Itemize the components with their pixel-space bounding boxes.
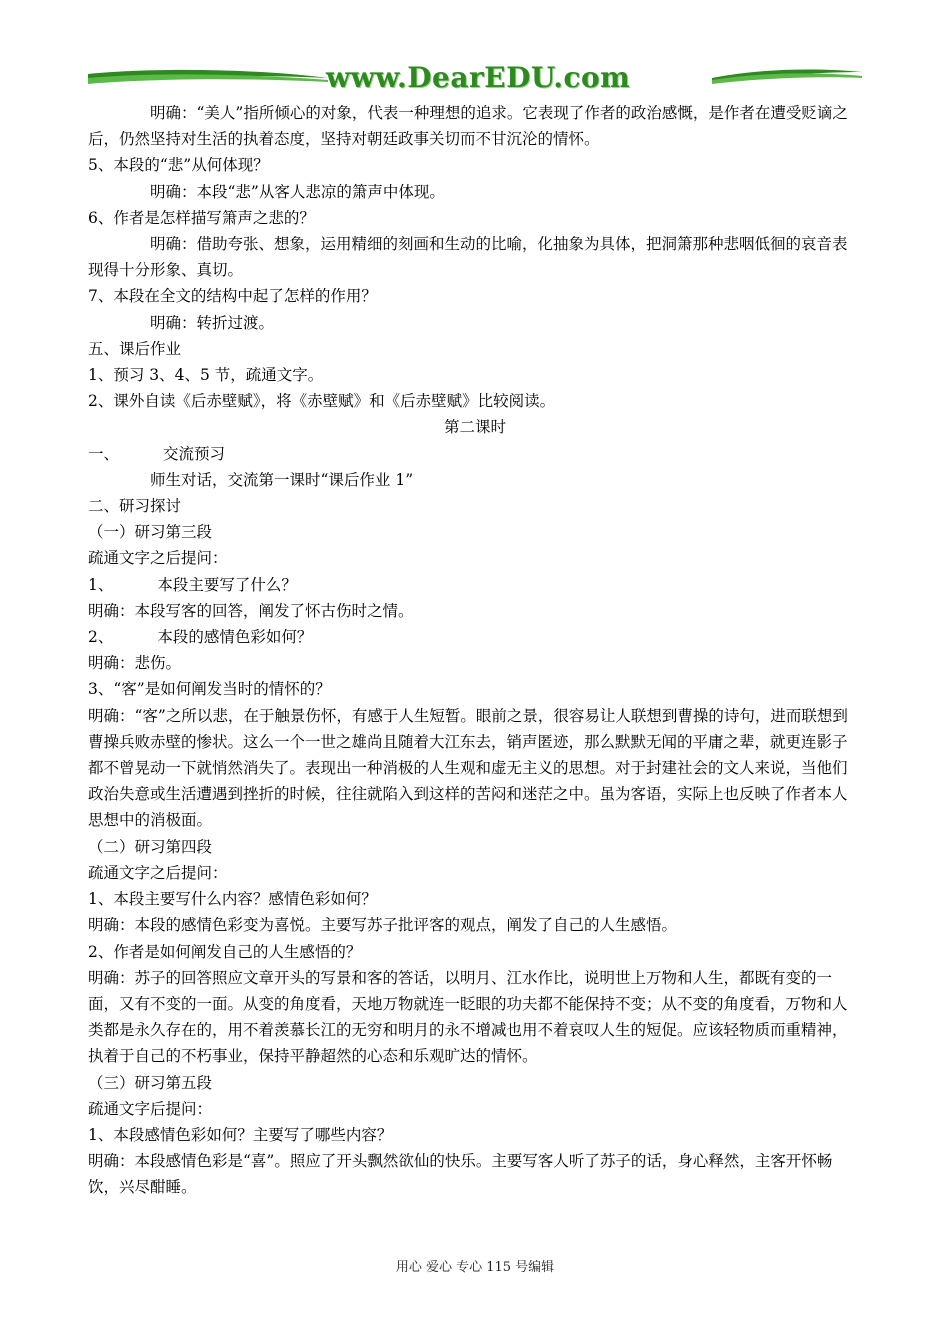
question: 1、本段主要写什么内容？感情色彩如何？ — [88, 890, 377, 909]
paragraph: 疏通文字之后提问： — [88, 863, 228, 882]
page-footer: 用心 爱心 专心 115 号编辑 — [395, 1260, 555, 1275]
paragraph: 明确：转折过渡。 — [150, 313, 275, 332]
question: 3、“客”是如何阐发当时的情怀的？ — [88, 680, 331, 699]
heading-text: 交流预习 — [163, 444, 226, 463]
section-heading: 五、课后作业 — [88, 339, 182, 358]
paragraph: 1、预习 3、4、5 节，疏通文字。 — [88, 366, 324, 385]
paragraph: 5、本段的“悲”从何体现？ — [88, 156, 269, 175]
site-header — [88, 60, 862, 96]
question: 2、作者是如何阐发自己的人生感悟的？ — [88, 942, 362, 961]
question-text: 本段的感情色彩如何？ — [157, 628, 313, 647]
question: 1、本段感情色彩如何？主要写了哪些内容？ — [88, 1125, 393, 1144]
paragraph: 疏通文字之后提问： — [88, 549, 228, 568]
list-marker: 2、 — [88, 628, 114, 647]
paragraph: 明确：本段“悲”从客人悲凉的箫声中体现。 — [150, 182, 445, 201]
subsection-heading: （一）研习第三段 — [88, 523, 213, 542]
section-heading: 二、研习探讨 — [88, 497, 182, 516]
paragraph: 明确：“美人”指所倾心的对象，代表一种理想的追求。它表现了作者的政治感慨，是作者在遭受贬谪之后，仍然坚持对生活的执着态度，坚持对朝廷政事关切而不甘沉沦的情怀。 — [88, 104, 848, 149]
list-marker: 1、 — [88, 575, 114, 594]
subsection-heading: （三）研习第五段 — [88, 1073, 213, 1092]
paragraph: 明确：悲伤。 — [88, 654, 182, 673]
document-body — [88, 100, 862, 1201]
question — [88, 572, 862, 598]
lesson-title: 第二课时 — [443, 418, 506, 437]
left-swoosh-decoration — [88, 66, 328, 88]
question-text: 本段主要写了什么？ — [157, 575, 297, 594]
site-logo[interactable]: www.DearEDU.com — [326, 61, 631, 94]
paragraph: 明确：“客”之所以悲，在于触景伤怀，有感于人生短暂。眼前之景，很容易让人联想到曹操的诗句，进而联想到曹操兵败赤壁的惨状。这么一个一世之雄尚且随着大江东去，销声匿迹，那么默默无闻的平庸之辈，就更连影子都不曾晃动一下就悄然消失了。表现出一种消极的人生观和虚无主义的思想。对于封建社会的文人来说，当他们政治失意或生活遭遇到挫折的时候，往往就陷入到这样的苦闷和迷茫之中。虽为客语，实际上也反映了作者本人思想中的消极面。 — [88, 706, 848, 830]
paragraph: 疏通文字后提问： — [88, 1099, 213, 1118]
paragraph: 明确：苏子的回答照应文章开头的写景和客的答话，以明月、江水作比，说明世上万物和人生，都既有变的一面，又有不变的一面。从变的角度看，天地万物就连一眨眼的功夫都不能保持不变；从不变的角度看，万物和人类都是永久存在的，用不着羡慕长江的无穷和明月的永不增减也用不着哀叹人生的短促。应该轻物质而重精神，执着于自己的不朽事业，保持平静超然的心态和乐观旷达的情怀。 — [88, 968, 848, 1066]
right-swoosh-decoration — [712, 66, 862, 88]
paragraph: 师生对话，交流第一课时“课后作业 1” — [150, 470, 414, 489]
paragraph: 明确：借助夸张、想象，运用精细的刻画和生动的比喻，化抽象为具体，把洞箫那种悲咽低徊的哀音表现得十分形象、真切。 — [88, 235, 848, 280]
paragraph: 明确：本段感情色彩是“喜”。照应了开头飘然欲仙的快乐。主要写客人听了苏子的话，身心释然，主客开怀畅饮，兴尽酣睡。 — [88, 1152, 833, 1197]
paragraph: 6、作者是怎样描写箫声之悲的？ — [88, 208, 315, 227]
paragraph: 明确：本段的感情色彩变为喜悦。主要写苏子批评客的观点，阐发了自己的人生感悟。 — [88, 916, 678, 935]
subsection-heading: （二）研习第四段 — [88, 837, 213, 856]
paragraph: 2、课外自读《后赤壁赋》，将《赤壁赋》和《后赤壁赋》比较阅读。 — [88, 392, 556, 411]
paragraph: 明确：本段写客的回答，阐发了怀古伤时之情。 — [88, 601, 414, 620]
question — [88, 624, 862, 650]
paragraph: 7、本段在全文的结构中起了怎样的作用？ — [88, 287, 377, 306]
list-marker: 一、 — [88, 444, 120, 463]
section-heading — [88, 441, 862, 467]
